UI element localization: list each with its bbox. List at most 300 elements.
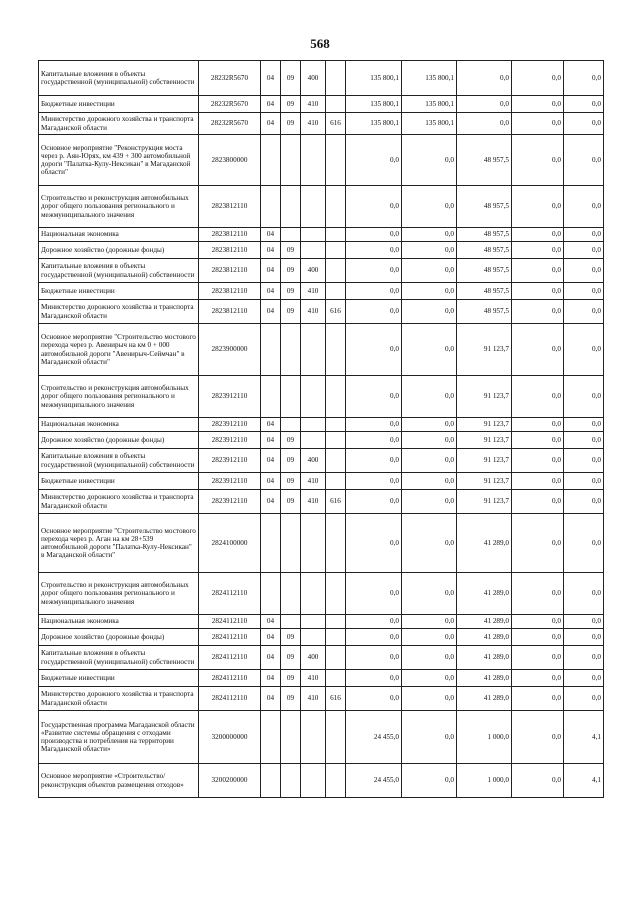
cell-expense-type (301, 711, 326, 764)
cell-amount-5: 0,0 (564, 449, 604, 473)
cell-target-code: 2823912110 (199, 432, 261, 449)
cell-name: Капитальные вложения в объекты государственной (муниципальной) собственности (39, 259, 199, 283)
cell-amount-3: 48 957,5 (457, 228, 512, 242)
cell-name: Государственная программа Магаданской области «Развитие системы обращения с отходами производства и потребления на территории Магаданской области» (39, 711, 199, 764)
cell-expense-type (301, 242, 326, 259)
cell-target-code: 2823812110 (199, 259, 261, 283)
cell-amount-2: 0,0 (402, 687, 457, 711)
cell-amount-2: 0,0 (402, 283, 457, 300)
cell-section (261, 135, 281, 186)
cell-amount-3: 91 123,7 (457, 490, 512, 514)
cell-amount-1: 0,0 (346, 432, 402, 449)
cell-amount-1: 0,0 (346, 324, 402, 376)
cell-section: 04 (261, 615, 281, 629)
table-row (39, 432, 604, 449)
cell-amount-2: 0,0 (402, 573, 457, 615)
cell-section: 04 (261, 418, 281, 432)
cell-name: Бюджетные инвестиции (39, 473, 199, 490)
cell-amount-4: 0,0 (512, 61, 564, 96)
cell-amount-3: 91 123,7 (457, 324, 512, 376)
cell-amount-3: 91 123,7 (457, 473, 512, 490)
cell-amount-4: 0,0 (512, 300, 564, 324)
cell-amount-5: 0,0 (564, 432, 604, 449)
cell-target-code: 2823812110 (199, 186, 261, 228)
cell-ministry (326, 646, 346, 670)
cell-expense-type (301, 186, 326, 228)
cell-section (261, 514, 281, 573)
cell-amount-2: 0,0 (402, 324, 457, 376)
cell-section (261, 186, 281, 228)
cell-amount-5: 0,0 (564, 283, 604, 300)
cell-target-code: 2823912110 (199, 490, 261, 514)
cell-expense-type (301, 615, 326, 629)
cell-amount-5: 0,0 (564, 629, 604, 646)
table-row (39, 135, 604, 186)
cell-amount-2: 0,0 (402, 764, 457, 798)
cell-expense-type (301, 573, 326, 615)
cell-amount-3: 91 123,7 (457, 418, 512, 432)
cell-amount-4: 0,0 (512, 418, 564, 432)
cell-amount-2: 135 800,1 (402, 61, 457, 96)
cell-section: 04 (261, 113, 281, 135)
cell-subsection (281, 376, 301, 418)
cell-subsection: 09 (281, 242, 301, 259)
table-row (39, 376, 604, 418)
cell-amount-2: 0,0 (402, 300, 457, 324)
cell-target-code: 2824100000 (199, 514, 261, 573)
cell-amount-1: 0,0 (346, 514, 402, 573)
cell-subsection: 09 (281, 96, 301, 113)
cell-ministry (326, 283, 346, 300)
table-row (39, 449, 604, 473)
cell-amount-3: 41 289,0 (457, 514, 512, 573)
cell-amount-2: 0,0 (402, 228, 457, 242)
cell-amount-3: 48 957,5 (457, 283, 512, 300)
cell-expense-type: 410 (301, 96, 326, 113)
cell-section (261, 376, 281, 418)
table-row (39, 228, 604, 242)
cell-amount-5: 0,0 (564, 490, 604, 514)
cell-ministry: 616 (326, 490, 346, 514)
cell-amount-1: 24 455,0 (346, 711, 402, 764)
cell-section (261, 711, 281, 764)
cell-amount-5: 0,0 (564, 228, 604, 242)
cell-amount-1: 135 800,1 (346, 61, 402, 96)
cell-amount-1: 0,0 (346, 687, 402, 711)
cell-target-code: 2823800000 (199, 135, 261, 186)
cell-amount-4: 0,0 (512, 228, 564, 242)
cell-subsection (281, 711, 301, 764)
cell-amount-5: 0,0 (564, 376, 604, 418)
cell-ministry (326, 449, 346, 473)
cell-name: Дорожное хозяйство (дорожные фонды) (39, 629, 199, 646)
cell-amount-5: 0,0 (564, 113, 604, 135)
cell-ministry (326, 670, 346, 687)
cell-amount-4: 0,0 (512, 259, 564, 283)
cell-amount-5: 0,0 (564, 514, 604, 573)
cell-name: Дорожное хозяйство (дорожные фонды) (39, 432, 199, 449)
cell-expense-type (301, 376, 326, 418)
cell-amount-4: 0,0 (512, 629, 564, 646)
cell-expense-type (301, 324, 326, 376)
cell-section (261, 324, 281, 376)
cell-amount-2: 0,0 (402, 259, 457, 283)
cell-amount-4: 0,0 (512, 113, 564, 135)
cell-amount-3: 0,0 (457, 113, 512, 135)
cell-amount-4: 0,0 (512, 135, 564, 186)
cell-amount-5: 0,0 (564, 135, 604, 186)
cell-amount-5: 0,0 (564, 61, 604, 96)
cell-amount-2: 0,0 (402, 514, 457, 573)
cell-subsection: 09 (281, 629, 301, 646)
cell-subsection (281, 514, 301, 573)
cell-amount-5: 0,0 (564, 646, 604, 670)
cell-ministry (326, 96, 346, 113)
cell-amount-3: 48 957,5 (457, 135, 512, 186)
cell-subsection (281, 228, 301, 242)
table-body (39, 61, 604, 798)
cell-amount-5: 0,0 (564, 300, 604, 324)
cell-ministry (326, 418, 346, 432)
cell-subsection: 09 (281, 300, 301, 324)
cell-subsection (281, 324, 301, 376)
cell-amount-1: 0,0 (346, 449, 402, 473)
cell-amount-4: 0,0 (512, 764, 564, 798)
table-row (39, 615, 604, 629)
table-row (39, 259, 604, 283)
cell-ministry (326, 228, 346, 242)
cell-name: Основное мероприятие "Строительство мостового перехода через р. Авенирыч на км 0 + 000 автомобильной дороги "Авенирыч-Сеймчан" в Магаданской области" (39, 324, 199, 376)
cell-subsection: 09 (281, 259, 301, 283)
cell-target-code: 2824112110 (199, 687, 261, 711)
cell-amount-2: 135 800,1 (402, 113, 457, 135)
cell-name: Национальная экономика (39, 418, 199, 432)
cell-expense-type: 410 (301, 473, 326, 490)
cell-name: Строительство и реконструкция автомобильных дорог общего пользования регионального и межмуниципального значения (39, 186, 199, 228)
cell-ministry: 616 (326, 113, 346, 135)
cell-amount-3: 41 289,0 (457, 629, 512, 646)
cell-name: Основное мероприятие «Строительство/реконструкция объектов размещения отходов» (39, 764, 199, 798)
cell-ministry (326, 473, 346, 490)
cell-amount-1: 0,0 (346, 573, 402, 615)
cell-expense-type: 410 (301, 300, 326, 324)
cell-amount-3: 41 289,0 (457, 646, 512, 670)
cell-amount-5: 0,0 (564, 670, 604, 687)
cell-amount-2: 135 800,1 (402, 96, 457, 113)
cell-amount-4: 0,0 (512, 646, 564, 670)
cell-section: 04 (261, 490, 281, 514)
cell-amount-2: 0,0 (402, 135, 457, 186)
cell-name: Министерство дорожного хозяйства и транспорта Магаданской области (39, 113, 199, 135)
cell-ministry (326, 764, 346, 798)
cell-section: 04 (261, 61, 281, 96)
cell-target-code: 2823912110 (199, 449, 261, 473)
budget-table (38, 60, 604, 798)
cell-ministry (326, 376, 346, 418)
cell-amount-2: 0,0 (402, 242, 457, 259)
cell-target-code: 2823812110 (199, 283, 261, 300)
cell-amount-1: 0,0 (346, 670, 402, 687)
cell-amount-4: 0,0 (512, 449, 564, 473)
cell-amount-2: 0,0 (402, 418, 457, 432)
table-row (39, 764, 604, 798)
cell-amount-3: 0,0 (457, 96, 512, 113)
cell-expense-type: 400 (301, 259, 326, 283)
cell-target-code: 2824112110 (199, 670, 261, 687)
cell-section (261, 764, 281, 798)
cell-name: Строительство и реконструкция автомобильных дорог общего пользования регионального и межмуниципального значения (39, 376, 199, 418)
cell-section: 04 (261, 242, 281, 259)
cell-subsection: 09 (281, 113, 301, 135)
cell-amount-2: 0,0 (402, 473, 457, 490)
cell-amount-1: 0,0 (346, 490, 402, 514)
cell-amount-2: 0,0 (402, 432, 457, 449)
cell-amount-3: 1 000,0 (457, 711, 512, 764)
cell-amount-4: 0,0 (512, 514, 564, 573)
page-number: 568 (310, 36, 330, 51)
cell-target-code: 2823812110 (199, 300, 261, 324)
cell-subsection (281, 573, 301, 615)
cell-subsection: 09 (281, 646, 301, 670)
cell-amount-1: 0,0 (346, 646, 402, 670)
cell-amount-2: 0,0 (402, 711, 457, 764)
cell-amount-5: 0,0 (564, 186, 604, 228)
cell-ministry (326, 242, 346, 259)
table-row (39, 300, 604, 324)
cell-section: 04 (261, 629, 281, 646)
cell-subsection: 09 (281, 449, 301, 473)
cell-ministry (326, 432, 346, 449)
cell-expense-type (301, 228, 326, 242)
cell-expense-type: 410 (301, 113, 326, 135)
table-row (39, 711, 604, 764)
cell-ministry: 616 (326, 300, 346, 324)
cell-section: 04 (261, 670, 281, 687)
cell-name: Национальная экономика (39, 228, 199, 242)
cell-subsection: 09 (281, 490, 301, 514)
cell-amount-5: 0,0 (564, 96, 604, 113)
cell-expense-type (301, 432, 326, 449)
cell-amount-3: 91 123,7 (457, 449, 512, 473)
cell-amount-1: 0,0 (346, 186, 402, 228)
cell-subsection: 09 (281, 687, 301, 711)
cell-ministry (326, 135, 346, 186)
cell-section: 04 (261, 259, 281, 283)
cell-amount-4: 0,0 (512, 670, 564, 687)
cell-amount-4: 0,0 (512, 615, 564, 629)
cell-name: Министерство дорожного хозяйства и транспорта Магаданской области (39, 687, 199, 711)
cell-amount-3: 91 123,7 (457, 376, 512, 418)
cell-amount-1: 0,0 (346, 376, 402, 418)
cell-amount-2: 0,0 (402, 449, 457, 473)
cell-amount-1: 0,0 (346, 283, 402, 300)
cell-section: 04 (261, 96, 281, 113)
cell-expense-type: 410 (301, 670, 326, 687)
cell-subsection: 09 (281, 283, 301, 300)
cell-subsection (281, 418, 301, 432)
cell-name: Капитальные вложения в объекты государственной (муниципальной) собственности (39, 61, 199, 96)
cell-ministry (326, 629, 346, 646)
cell-target-code: 28232R5670 (199, 96, 261, 113)
table-row (39, 687, 604, 711)
cell-amount-3: 41 289,0 (457, 615, 512, 629)
cell-amount-2: 0,0 (402, 670, 457, 687)
cell-section: 04 (261, 473, 281, 490)
cell-subsection: 09 (281, 670, 301, 687)
cell-ministry (326, 615, 346, 629)
cell-amount-1: 0,0 (346, 629, 402, 646)
cell-amount-4: 0,0 (512, 432, 564, 449)
cell-target-code: 2823900000 (199, 324, 261, 376)
cell-target-code: 2823912110 (199, 418, 261, 432)
cell-amount-4: 0,0 (512, 96, 564, 113)
cell-section: 04 (261, 228, 281, 242)
cell-amount-3: 48 957,5 (457, 259, 512, 283)
cell-ministry: 616 (326, 687, 346, 711)
cell-expense-type: 410 (301, 687, 326, 711)
table-row (39, 646, 604, 670)
cell-amount-1: 0,0 (346, 615, 402, 629)
cell-amount-5: 0,0 (564, 573, 604, 615)
cell-amount-3: 48 957,5 (457, 186, 512, 228)
cell-target-code: 3200200000 (199, 764, 261, 798)
cell-amount-4: 0,0 (512, 711, 564, 764)
table-row (39, 473, 604, 490)
cell-subsection: 09 (281, 473, 301, 490)
cell-section: 04 (261, 646, 281, 670)
cell-amount-2: 0,0 (402, 186, 457, 228)
cell-amount-5: 0,0 (564, 259, 604, 283)
cell-amount-5: 0,0 (564, 324, 604, 376)
cell-amount-1: 0,0 (346, 259, 402, 283)
cell-target-code: 2823912110 (199, 473, 261, 490)
cell-amount-3: 41 289,0 (457, 573, 512, 615)
cell-name: Национальная экономика (39, 615, 199, 629)
cell-name: Бюджетные инвестиции (39, 283, 199, 300)
cell-amount-1: 135 800,1 (346, 96, 402, 113)
cell-amount-5: 4,1 (564, 764, 604, 798)
cell-amount-4: 0,0 (512, 186, 564, 228)
table-row (39, 573, 604, 615)
cell-expense-type (301, 629, 326, 646)
cell-target-code: 2824112110 (199, 573, 261, 615)
cell-ministry (326, 324, 346, 376)
cell-amount-4: 0,0 (512, 490, 564, 514)
cell-section: 04 (261, 432, 281, 449)
cell-target-code: 2823912110 (199, 376, 261, 418)
cell-target-code: 2824112110 (199, 629, 261, 646)
cell-target-code: 28232R5670 (199, 61, 261, 96)
cell-name: Дорожное хозяйство (дорожные фонды) (39, 242, 199, 259)
cell-ministry (326, 61, 346, 96)
cell-section: 04 (261, 300, 281, 324)
cell-subsection (281, 615, 301, 629)
cell-amount-5: 0,0 (564, 615, 604, 629)
cell-target-code: 3200000000 (199, 711, 261, 764)
table-row (39, 418, 604, 432)
cell-amount-3: 91 123,7 (457, 432, 512, 449)
cell-amount-3: 1 000,0 (457, 764, 512, 798)
cell-ministry (326, 573, 346, 615)
cell-amount-2: 0,0 (402, 615, 457, 629)
cell-amount-2: 0,0 (402, 490, 457, 514)
cell-amount-1: 24 455,0 (346, 764, 402, 798)
cell-name: Строительство и реконструкция автомобильных дорог общего пользования регионального и межмуниципального значения (39, 573, 199, 615)
table-row (39, 629, 604, 646)
cell-amount-5: 0,0 (564, 242, 604, 259)
cell-ministry (326, 259, 346, 283)
cell-name: Капитальные вложения в объекты государственной (муниципальной) собственности (39, 449, 199, 473)
table-row (39, 283, 604, 300)
cell-amount-4: 0,0 (512, 283, 564, 300)
cell-amount-1: 0,0 (346, 300, 402, 324)
cell-expense-type (301, 135, 326, 186)
cell-amount-1: 0,0 (346, 473, 402, 490)
table-row (39, 514, 604, 573)
cell-amount-3: 48 957,5 (457, 242, 512, 259)
cell-subsection: 09 (281, 61, 301, 96)
cell-target-code: 2823812110 (199, 228, 261, 242)
table-row (39, 113, 604, 135)
cell-amount-4: 0,0 (512, 376, 564, 418)
cell-subsection: 09 (281, 432, 301, 449)
cell-amount-1: 135 800,1 (346, 113, 402, 135)
table-row (39, 670, 604, 687)
cell-target-code: 2824112110 (199, 646, 261, 670)
table-row (39, 96, 604, 113)
cell-section: 04 (261, 283, 281, 300)
cell-expense-type (301, 418, 326, 432)
cell-name: Министерство дорожного хозяйства и транспорта Магаданской области (39, 490, 199, 514)
cell-amount-4: 0,0 (512, 687, 564, 711)
cell-expense-type: 400 (301, 646, 326, 670)
cell-amount-3: 48 957,5 (457, 300, 512, 324)
cell-amount-2: 0,0 (402, 629, 457, 646)
cell-amount-1: 0,0 (346, 228, 402, 242)
cell-expense-type: 400 (301, 449, 326, 473)
cell-section (261, 573, 281, 615)
cell-amount-4: 0,0 (512, 473, 564, 490)
cell-name: Бюджетные инвестиции (39, 96, 199, 113)
table-row (39, 242, 604, 259)
cell-target-code: 2823812110 (199, 242, 261, 259)
cell-amount-5: 4,1 (564, 711, 604, 764)
cell-amount-5: 0,0 (564, 473, 604, 490)
cell-name: Основное мероприятие "Строительство мостового перехода через р. Аган на км 28+539 автомобильной дороги "Палатка-Кулу-Нексикан" в Магаданской области" (39, 514, 199, 573)
table-row (39, 490, 604, 514)
cell-expense-type (301, 514, 326, 573)
cell-expense-type (301, 764, 326, 798)
cell-amount-3: 0,0 (457, 61, 512, 96)
table-row (39, 61, 604, 96)
cell-amount-4: 0,0 (512, 242, 564, 259)
cell-amount-2: 0,0 (402, 376, 457, 418)
cell-target-code: 2824112110 (199, 615, 261, 629)
cell-amount-1: 0,0 (346, 418, 402, 432)
cell-amount-5: 0,0 (564, 687, 604, 711)
cell-ministry (326, 186, 346, 228)
cell-ministry (326, 514, 346, 573)
cell-name: Основное мероприятие "Реконструкция моста через р. Аян-Юрях, км 439 + 300 автомобильной дороги "Палатка-Кулу-Нексикан" в Магаданской области" (39, 135, 199, 186)
cell-subsection (281, 764, 301, 798)
cell-amount-3: 41 289,0 (457, 670, 512, 687)
cell-amount-5: 0,0 (564, 418, 604, 432)
table-row (39, 186, 604, 228)
cell-name: Министерство дорожного хозяйства и транспорта Магаданской области (39, 300, 199, 324)
cell-expense-type: 410 (301, 490, 326, 514)
cell-ministry (326, 711, 346, 764)
cell-amount-4: 0,0 (512, 573, 564, 615)
